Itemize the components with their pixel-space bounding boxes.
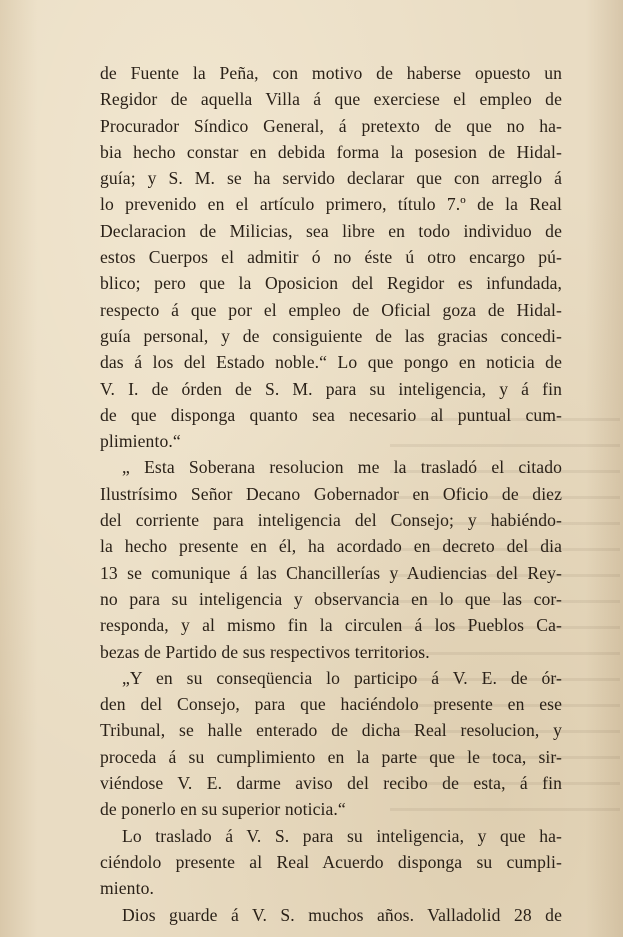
text-line: Declaracion de Milicias, sea libre en todo individuo de	[100, 220, 562, 241]
text-line: viéndose V. E. darme aviso del recibo de esta, á fin	[100, 773, 562, 794]
text-line: de ponerlo en su superior noticia.“	[100, 799, 346, 820]
text-line: blico; pero que la Oposicion del Regidor es infundada,	[100, 273, 562, 294]
text-line: la hecho presente en él, ha acordado en decreto del dia	[100, 536, 562, 557]
text-line: Regidor de aquella Villa á que exerciese el empleo de	[100, 89, 562, 110]
text-line: responda, y al mismo fin la circulen á los Pueblos Ca-	[100, 615, 562, 636]
text-line: de que disponga quanto sea necesario al puntual cum-	[100, 404, 562, 425]
text-line: bia hecho constar en debida forma la posesion de Hidal-	[100, 141, 562, 162]
body-text	[100, 60, 562, 928]
text-line: proceda á su cumplimiento en la parte que le toca, sir-	[100, 746, 562, 767]
text-line: del corriente para inteligencia del Consejo; y habiéndo-	[100, 510, 562, 531]
text-line: de Fuente la Peña, con motivo de haberse opuesto un	[100, 63, 562, 83]
text-line: miento.	[100, 878, 154, 899]
text-line: guía personal, y de consiguiente de las gracias concedi-	[100, 325, 562, 346]
text-line: V. I. de órden de S. M. para su inteligencia, y á fin	[100, 378, 562, 399]
text-line: den del Consejo, para que haciéndolo presente en ese	[100, 694, 562, 715]
text-line: Procurador Síndico General, á pretexto de que no ha-	[100, 115, 562, 136]
text-line: bezas de Partido de sus respectivos territorios.	[100, 641, 430, 662]
text-line: guía; y S. M. se ha servido declarar que con arreglo á	[100, 168, 562, 189]
text-line: no para su inteligencia y observancia en lo que las cor-	[100, 588, 562, 609]
text-line: „ Esta Soberana resolucion me la trasladó el citado	[122, 457, 562, 478]
text-line: Dios guarde á V. S. muchos años. Valladolid 28 de	[122, 904, 562, 925]
text-line: ciéndolo presente al Real Acuerdo disponga su cumpli-	[100, 851, 562, 872]
text-line: Lo traslado á V. S. para su inteligencia, y que ha-	[122, 825, 562, 846]
text-line: plimiento.“	[100, 431, 181, 452]
text-line: Tribunal, se halle enterado de dicha Real resolucion, y	[100, 720, 562, 741]
text-line: das á los del Estado noble.“ Lo que pongo en noticia de	[100, 352, 562, 373]
text-line: lo prevenido en el artículo primero, título 7.º de la Real	[100, 194, 562, 215]
text-line: respecto á que por el empleo de Oficial goza de Hidal-	[100, 299, 562, 320]
text-line: estos Cuerpos el admitir ó no éste ú otro encargo pú-	[100, 247, 562, 268]
text-line: Ilustrísimo Señor Decano Gobernador en Oficio de diez	[100, 483, 562, 504]
text-line: 13 se comunique á las Chancillerías y Audiencias del Rey-	[100, 562, 562, 583]
text-line: „Y en su conseqüencia lo participo á V. E. de ór-	[122, 667, 562, 688]
